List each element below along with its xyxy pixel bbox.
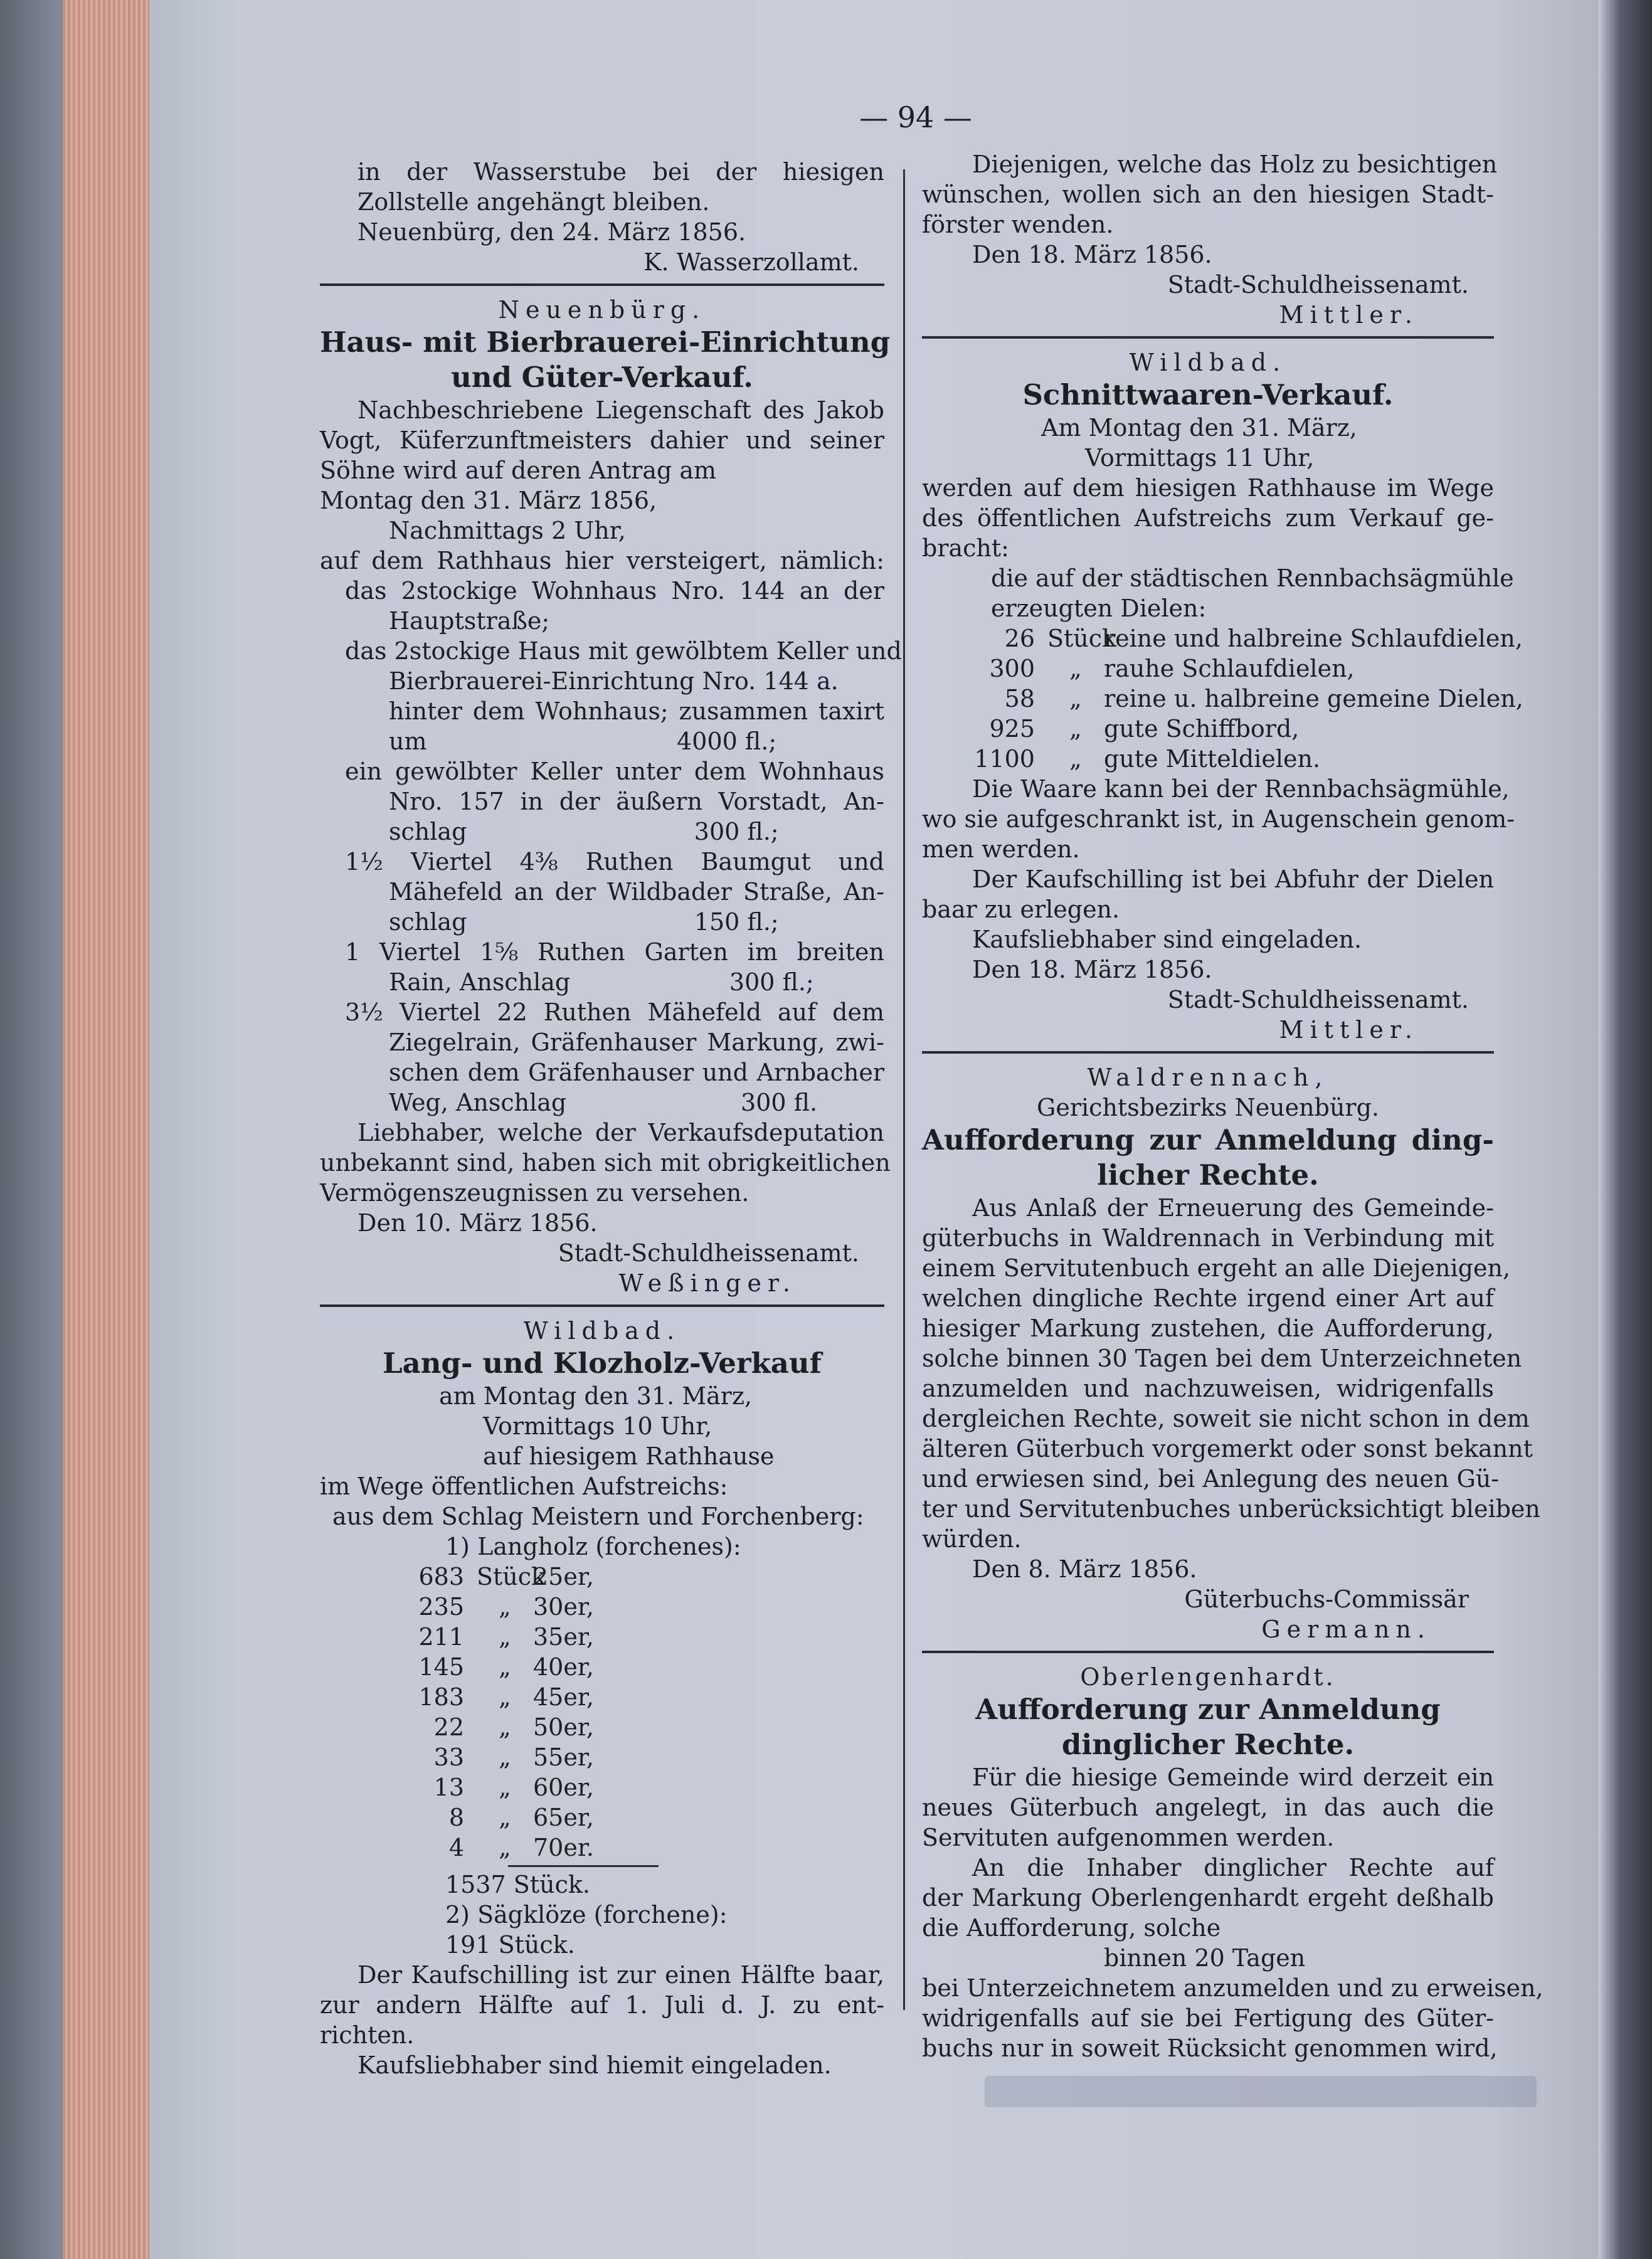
table-cell: Stück	[1047, 625, 1117, 652]
table-cell: reine und halbreine Schlaufdielen,	[1104, 625, 1523, 652]
text-line: ter und Servitutenbuches unberücksichtigt bleiben	[922, 1495, 1540, 1523]
table-cell: „	[499, 1683, 511, 1711]
text-line: Den 18. März 1856.	[972, 241, 1212, 268]
text-line: Den 10. März 1856.	[357, 1209, 598, 1237]
text-line: der Markung Oberlengenhardt ergeht deßhalb	[922, 1884, 1494, 1912]
text-line: buchs nur in soweit Rücksicht genommen wird,	[922, 2034, 1498, 2062]
text-line: einem Servitutenbuch ergeht an alle Diejenigen,	[922, 1254, 1511, 1282]
ad-place: Wildbad.	[1129, 349, 1287, 376]
text-line: älteren Güterbuch vorgemerkt oder sonst bekannt	[922, 1435, 1533, 1463]
table-cell: 50er,	[533, 1713, 594, 1741]
text-line: und erwiesen sind, bei Anlegung des neuen Gü-	[922, 1465, 1500, 1493]
text-line: die auf der städtischen Rennbachsägmühle	[991, 564, 1514, 592]
table-cell: 60er,	[533, 1774, 594, 1801]
divider	[922, 1651, 1494, 1653]
table-cell: 13	[433, 1774, 464, 1801]
table-cell: „	[499, 1743, 511, 1771]
text-line: Weg, Anschlag 300 fl.	[389, 1089, 818, 1116]
ad-place: Neuenbürg.	[498, 296, 706, 324]
table-cell: „	[1069, 715, 1082, 743]
table-cell: gute Schiffbord,	[1104, 715, 1300, 743]
text-line: zur andern Hälfte auf 1. Juli d. J. zu ent-	[320, 1991, 884, 2019]
table-cell: 211	[418, 1623, 464, 1651]
signature: K. Wasserzollamt.	[643, 248, 859, 276]
table-cell: „	[499, 1804, 511, 1831]
signature: Weßinger.	[618, 1269, 797, 1297]
ad-place: Oberlengenhardt.	[1080, 1663, 1336, 1691]
text-line: wünschen, wollen sich an den hiesigen Stadt-	[922, 181, 1494, 208]
text-line: 191 Stück.	[445, 1931, 575, 1959]
text-line: werden auf dem hiesigen Rathhause im Wege	[922, 474, 1494, 502]
table-cell: reine u. halbreine gemeine Dielen,	[1104, 685, 1523, 712]
text-line: Nro. 157 in der äußern Vorstadt, An-	[389, 788, 884, 815]
table-cell: 40er,	[533, 1653, 594, 1681]
divider	[922, 1051, 1494, 1054]
ad-title: Aufforderung zur Anmeldung ding-	[922, 1123, 1494, 1156]
total: 1537 Stück.	[445, 1871, 590, 1898]
ad-place: Waldrennach,	[1087, 1064, 1329, 1091]
sum-rule	[508, 1865, 659, 1867]
text-line: Ziegelrain, Gräfenhauser Markung, zwi-	[389, 1029, 884, 1056]
text-line: Neuenbürg, den 24. März 1856.	[357, 218, 746, 246]
table-cell: „	[499, 1774, 511, 1801]
ad-title: Haus- mit Bierbrauerei-Einrichtung	[320, 325, 891, 359]
ad-district: Gerichtsbezirks Neuenbürg.	[1037, 1094, 1379, 1121]
text-line: Nachbeschriebene Liegenschaft des Jakob	[357, 396, 884, 424]
ad-title: Lang- und Klozholz-Verkauf	[383, 1346, 822, 1380]
signature: Germann.	[1261, 1616, 1431, 1643]
text-line: 1½ Viertel 4⅜ Ruthen Baumgut und	[345, 848, 884, 876]
text-line: ein gewölbter Keller unter dem Wohnhaus	[345, 758, 884, 785]
text-line: Kaufsliebhaber sind hiemit eingeladen.	[357, 2051, 832, 2079]
text-line: Hauptstraße;	[389, 607, 550, 635]
langholz-table	[383, 1562, 884, 1863]
text-line: anzumelden und nachzuweisen, widrigenfalls	[922, 1375, 1494, 1402]
signature: Stadt-Schuldheissenamt.	[1167, 271, 1469, 299]
text-line: Am Montag den 31. März,	[1041, 414, 1357, 442]
text-line: Vormittags 11 Uhr,	[1085, 444, 1315, 472]
text-line: Für die hiesige Gemeinde wird derzeit ein	[972, 1764, 1494, 1791]
text-line: An die Inhaber dinglicher Rechte auf	[972, 1854, 1494, 1881]
divider	[320, 283, 884, 286]
table-cell: 683	[418, 1563, 464, 1590]
text-line: Servituten aufgenommen werden.	[922, 1824, 1335, 1851]
ad-title: Schnittwaaren-Verkauf.	[1022, 378, 1394, 411]
table-cell: „	[499, 1593, 511, 1621]
table-cell: 26	[1004, 625, 1035, 652]
text-line: men werden.	[922, 835, 1080, 863]
book-gutter	[1598, 0, 1652, 2259]
text-line: Zollstelle angehängt bleiben.	[357, 188, 710, 216]
text-line: das 2stockige Wohnhaus Nro. 144 an der	[345, 577, 884, 605]
table-cell: „	[1069, 655, 1082, 682]
table-cell: „	[499, 1713, 511, 1741]
bleed-through	[985, 2076, 1537, 2107]
text-line: widrigenfalls auf sie bei Fertigung des Güter-	[922, 2004, 1494, 2032]
text-line: in der Wasserstube bei der hiesigen	[357, 158, 884, 186]
text-line: Mähefeld an der Wildbader Straße, An-	[389, 878, 884, 906]
text-line: schen dem Gräfenhauser und Arnbacher	[389, 1059, 884, 1086]
text-line: baar zu erlegen.	[922, 896, 1120, 923]
text-line: Liebhaber, welche der Verkaufsdeputation	[357, 1119, 884, 1146]
signature: Güterbuchs-Commissär	[1184, 1585, 1469, 1613]
table-cell: „	[499, 1623, 511, 1651]
table-cell: 8	[448, 1804, 464, 1831]
text-line: solche binnen 30 Tagen bei dem Unterzeichneten	[922, 1345, 1522, 1372]
table-cell: 145	[418, 1653, 464, 1681]
ad-title: Aufforderung zur Anmeldung	[975, 1693, 1441, 1726]
table-cell: 35er,	[533, 1623, 594, 1651]
text-line: Montag den 31. März 1856,	[320, 487, 657, 514]
ad-title: licher Rechte.	[1097, 1158, 1319, 1192]
text-line: im Wege öffentlichen Aufstreichs:	[320, 1473, 728, 1500]
text-line: um 4000 fl.;	[389, 727, 777, 755]
text-line: hinter dem Wohnhaus; zusammen taxirt	[389, 697, 884, 725]
signature: Mittler.	[1279, 301, 1419, 329]
table-cell: rauhe Schlaufdielen,	[1104, 655, 1355, 682]
signature: Stadt-Schuldheissenamt.	[558, 1239, 859, 1267]
table-cell: 65er,	[533, 1804, 594, 1831]
text-line: Die Waare kann bei der Rennbachsägmühle,	[972, 775, 1510, 803]
text-line: Bierbrauerei-Einrichtung Nro. 144 a.	[389, 667, 839, 695]
table-cell: 300	[989, 655, 1035, 682]
text-line: schlag 150 fl.;	[389, 908, 779, 936]
table-cell: „	[499, 1834, 511, 1861]
table-cell: „	[499, 1653, 511, 1681]
text-line: Vormittags 10 Uhr,	[483, 1412, 712, 1440]
text-line: güterbuchs in Waldrennach in Verbindung mit	[922, 1224, 1494, 1252]
text-line: Söhne wird auf deren Antrag am	[320, 457, 717, 484]
table-cell: 33	[433, 1743, 464, 1771]
table-cell: 30er,	[533, 1593, 594, 1621]
ad-place: Wildbad.	[523, 1317, 681, 1345]
text-line: unbekannt sind, haben sich mit obrigkeitlichen	[320, 1149, 891, 1177]
table-cell: 235	[418, 1593, 464, 1621]
page-edges	[63, 0, 151, 2259]
text-line: wo sie aufgeschrankt ist, in Augenschein genom-	[922, 805, 1515, 833]
text-line: neues Güterbuch angelegt, in das auch die	[922, 1794, 1494, 1821]
divider	[320, 1304, 884, 1307]
text-line: aus dem Schlag Meistern und Forchenberg:	[332, 1503, 864, 1530]
divider	[922, 336, 1494, 339]
text-line: Den 18. März 1856.	[972, 956, 1212, 983]
table-cell: 70er.	[533, 1834, 594, 1861]
table-cell: 183	[418, 1683, 464, 1711]
table-cell: 45er,	[533, 1683, 594, 1711]
table-cell: 1100	[974, 745, 1035, 773]
text-line: am Montag den 31. März,	[439, 1382, 753, 1410]
table-cell: „	[1069, 745, 1082, 773]
text-line: 1) Langholz (forchenes):	[445, 1533, 741, 1560]
text-line: dergleichen Rechte, soweit sie nicht schon in dem	[922, 1405, 1530, 1432]
text-line: erzeugten Dielen:	[991, 595, 1207, 622]
page-number: — 94 —	[859, 100, 972, 134]
right-column	[922, 149, 1543, 2063]
text-line: des öffentlichen Aufstreichs zum Verkauf ge-	[922, 504, 1494, 532]
text-line: welchen dingliche Rechte irgend einer Art auf	[922, 1284, 1494, 1312]
text-line: binnen 20 Tagen	[1104, 1944, 1306, 1972]
table-cell: gute Mitteldielen.	[1104, 745, 1321, 773]
text-line: Kaufsliebhaber sind eingeladen.	[972, 926, 1362, 953]
text-line: richten.	[320, 2021, 415, 2049]
table-cell: 22	[433, 1713, 464, 1741]
text-line: auf dem Rathhaus hier versteigert, nämlich:	[320, 547, 884, 574]
text-line: auf hiesigem Rathhause	[483, 1442, 775, 1470]
text-line: bei Unterzeichnetem anzumelden und zu erweisen,	[922, 1974, 1543, 2002]
text-line: Vogt, Küferzunftmeisters dahier und seiner	[320, 426, 884, 454]
text-line: 1 Viertel 1⅝ Ruthen Garten im breiten	[345, 938, 884, 966]
ad-title: und Güter-Verkauf.	[451, 361, 753, 394]
text-line: 2) Sägklöze (forchene):	[445, 1901, 728, 1928]
table-cell: 55er,	[533, 1743, 594, 1771]
signature: Stadt-Schuldheissenamt.	[1167, 986, 1469, 1013]
text-line: würden.	[922, 1525, 1022, 1553]
text-line: Aus Anlaß der Erneuerung des Gemeinde-	[972, 1194, 1494, 1222]
text-line: hiesiger Markung zustehen, die Aufforderung,	[922, 1315, 1494, 1342]
table-cell: 4	[448, 1834, 464, 1861]
table-cell: 925	[989, 715, 1035, 743]
table-cell: 58	[1004, 685, 1035, 712]
text-line: Rain, Anschlag 300 fl.;	[389, 968, 814, 996]
column-divider	[903, 169, 905, 2010]
text-line: Der Kaufschilling ist zur einen Hälfte baar,	[357, 1961, 884, 1989]
signature: Mittler.	[1279, 1016, 1419, 1044]
text-line: förster wenden.	[922, 211, 1114, 238]
text-line: die Aufforderung, solche	[922, 1914, 1221, 1942]
text-line: schlag 300 fl.;	[389, 818, 779, 845]
text-line: Nachmittags 2 Uhr,	[389, 517, 626, 544]
dielen-table	[922, 623, 1523, 774]
text-line: Diejenigen, welche das Holz zu besichtigen	[972, 151, 1498, 178]
text-line: bracht:	[922, 534, 1009, 562]
table-cell: „	[1069, 685, 1082, 712]
table-cell: 25er,	[533, 1563, 594, 1590]
text-line: Der Kaufschilling ist bei Abfuhr der Dielen	[972, 865, 1494, 893]
text-line: Vermögenszeugnissen zu versehen.	[320, 1179, 749, 1207]
text-line: das 2stockige Haus mit gewölbtem Keller und	[345, 637, 902, 665]
text-line: Den 8. März 1856.	[972, 1555, 1197, 1583]
table-cell: Stück	[477, 1563, 546, 1590]
ad-title: dinglicher Rechte.	[1061, 1728, 1355, 1761]
left-column	[320, 157, 902, 2080]
text-line: 3½ Viertel 22 Ruthen Mähefeld auf dem	[345, 998, 884, 1026]
